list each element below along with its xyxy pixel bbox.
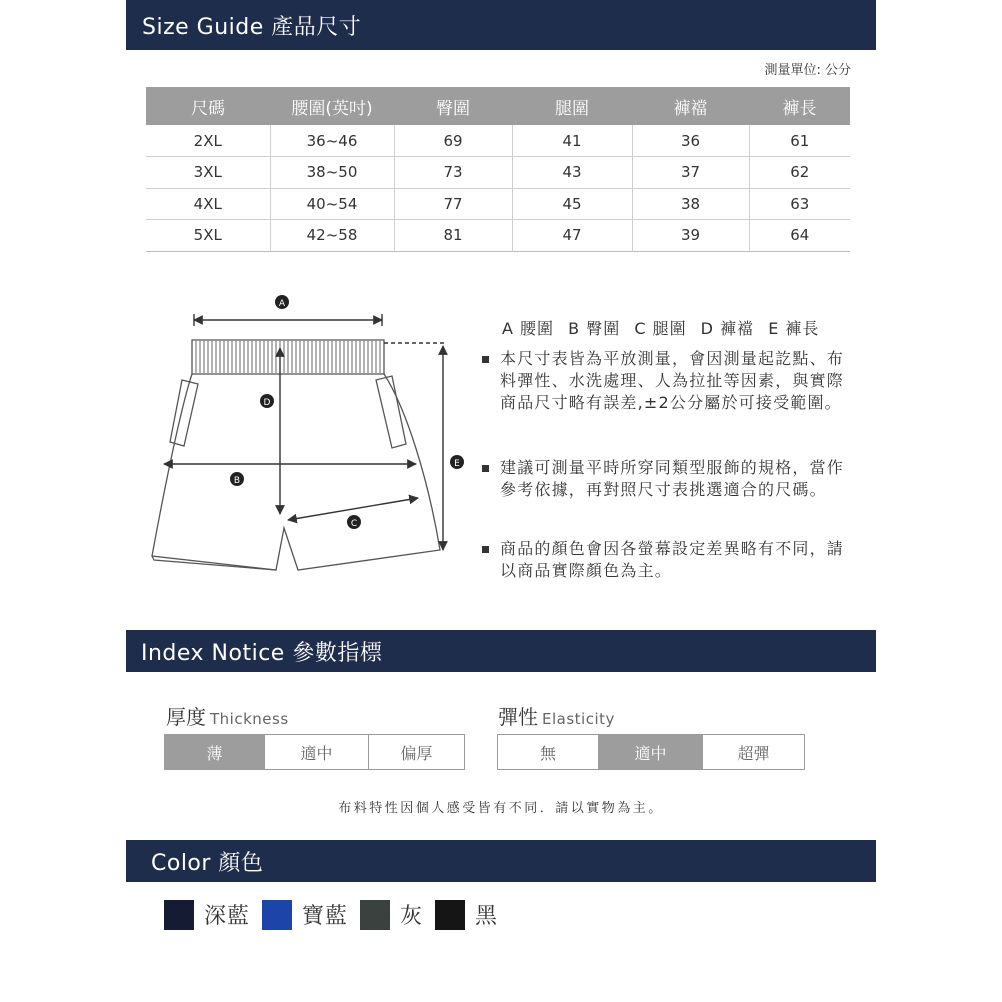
- marker-c: [347, 515, 361, 529]
- table-cell: 41: [512, 125, 632, 157]
- color-swatch: [164, 900, 194, 930]
- marker-a: [275, 295, 289, 309]
- table-cell: 47: [512, 220, 632, 252]
- color-list: [164, 899, 510, 930]
- table-cell: 36: [632, 125, 749, 157]
- header-rise: 褲襠: [632, 87, 749, 125]
- marker-d: [260, 394, 274, 408]
- table-row: [146, 188, 850, 220]
- table-cell: 38~50: [270, 157, 394, 189]
- header-length: 褲長: [749, 87, 850, 125]
- legend-item: B 臀圍: [568, 319, 621, 338]
- color-name: 寶藍: [302, 904, 349, 929]
- elasticity-option-none: 無: [539, 743, 556, 763]
- thickness-option-medium: 適中: [264, 735, 368, 769]
- table-row: [146, 220, 850, 252]
- table-row: [146, 157, 850, 189]
- note-item: 商品的顏色會因各螢幕設定差異略有不同，請以商品實際顏色為主。: [482, 538, 857, 582]
- marker-b: [230, 472, 244, 486]
- color-name: 灰: [400, 904, 424, 929]
- table-row: [146, 125, 850, 157]
- size-guide-header: [126, 0, 876, 50]
- table-cell: 38: [632, 188, 749, 220]
- svg-text:C: C: [350, 519, 358, 529]
- header-size: 尺碼: [146, 87, 270, 125]
- table-cell: 36~46: [270, 125, 394, 157]
- size-table: [146, 87, 850, 252]
- svg-text:D: D: [263, 398, 271, 408]
- table-cell: 5XL: [146, 220, 270, 252]
- elasticity-label: 彈性: [498, 705, 538, 729]
- measurement-legend: [502, 316, 827, 339]
- thickness-label: 厚度: [166, 705, 206, 729]
- table-cell: 45: [512, 188, 632, 220]
- legend-item: E 褲長: [768, 319, 820, 338]
- shorts-outline: [152, 340, 440, 570]
- color-swatch: [435, 900, 465, 930]
- table-cell: 77: [394, 188, 512, 220]
- legend-item: C 腿圍: [634, 319, 687, 338]
- legend-item: A 腰圍: [502, 319, 555, 338]
- legend-item: D 褲襠: [700, 319, 755, 338]
- svg-text:A: A: [278, 299, 286, 309]
- measurement-unit: 測量單位: 公分: [764, 63, 851, 78]
- table-cell: 3XL: [146, 157, 270, 189]
- color-swatch: [360, 900, 390, 930]
- waistband-stripes: [196, 341, 380, 373]
- table-cell: 62: [749, 157, 850, 189]
- note-item: 建議可測量平時所穿同類型服飾的規格，當作參考依據，再對照尺寸表挑選適合的尺碼。: [482, 457, 857, 501]
- fabric-disclaimer: 布料特性因個人感受皆有不同．請以實物為主。: [338, 801, 664, 816]
- color-header: [126, 840, 876, 882]
- table-cell: 39: [632, 220, 749, 252]
- table-cell: 73: [394, 157, 512, 189]
- table-cell: 37: [632, 157, 749, 189]
- header-thigh: 腿圍: [512, 87, 632, 125]
- table-cell: 40~54: [270, 188, 394, 220]
- note-list: [482, 348, 857, 414]
- thickness-option-thick: 偏厚: [368, 735, 464, 769]
- table-header-row: [146, 87, 850, 125]
- table-cell: 81: [394, 220, 512, 252]
- thickness-scale: [164, 734, 465, 770]
- index-notice-header: [126, 630, 876, 672]
- table-cell: 4XL: [146, 188, 270, 220]
- thickness-option-thin: 薄: [165, 735, 264, 769]
- elasticity-title: [498, 701, 615, 730]
- elasticity-scale: [497, 734, 805, 770]
- elasticity-option-medium: 適中: [598, 735, 702, 769]
- thickness-title: [166, 701, 289, 730]
- header-waist: 腰圍(英吋): [270, 87, 394, 125]
- elasticity-label-en: Elasticity: [542, 710, 615, 728]
- thickness-label-en: Thickness: [210, 710, 289, 728]
- note-list: [482, 457, 857, 501]
- color-name: 深藍: [204, 904, 251, 929]
- table-cell: 42~58: [270, 220, 394, 252]
- note-list: [482, 538, 857, 582]
- svg-text:E: E: [454, 459, 460, 469]
- table-cell: 64: [749, 220, 850, 252]
- color-title: Color 顏色: [151, 850, 264, 876]
- size-guide-title: Size Guide 產品尺寸: [142, 14, 362, 40]
- table-cell: 61: [749, 125, 850, 157]
- index-notice-title: Index Notice 參數指標: [141, 640, 383, 666]
- shorts-measurement-diagram: [148, 288, 478, 578]
- color-name: 黑: [475, 904, 499, 929]
- note-item: 本尺寸表皆為平放測量，會因測量起訖點、布料彈性、水洗處理、人為拉扯等因素，與實際商品尺寸略有誤差,±2公分屬於可接受範圍。: [482, 348, 857, 414]
- elasticity-option-super: 超彈: [702, 735, 804, 769]
- marker-e: [450, 455, 464, 469]
- header-hip: 臀圍: [394, 87, 512, 125]
- table-cell: 43: [512, 157, 632, 189]
- table-cell: 63: [749, 188, 850, 220]
- table-cell: 2XL: [146, 125, 270, 157]
- svg-text:B: B: [233, 476, 241, 486]
- table-cell: 69: [394, 125, 512, 157]
- color-swatch: [262, 900, 292, 930]
